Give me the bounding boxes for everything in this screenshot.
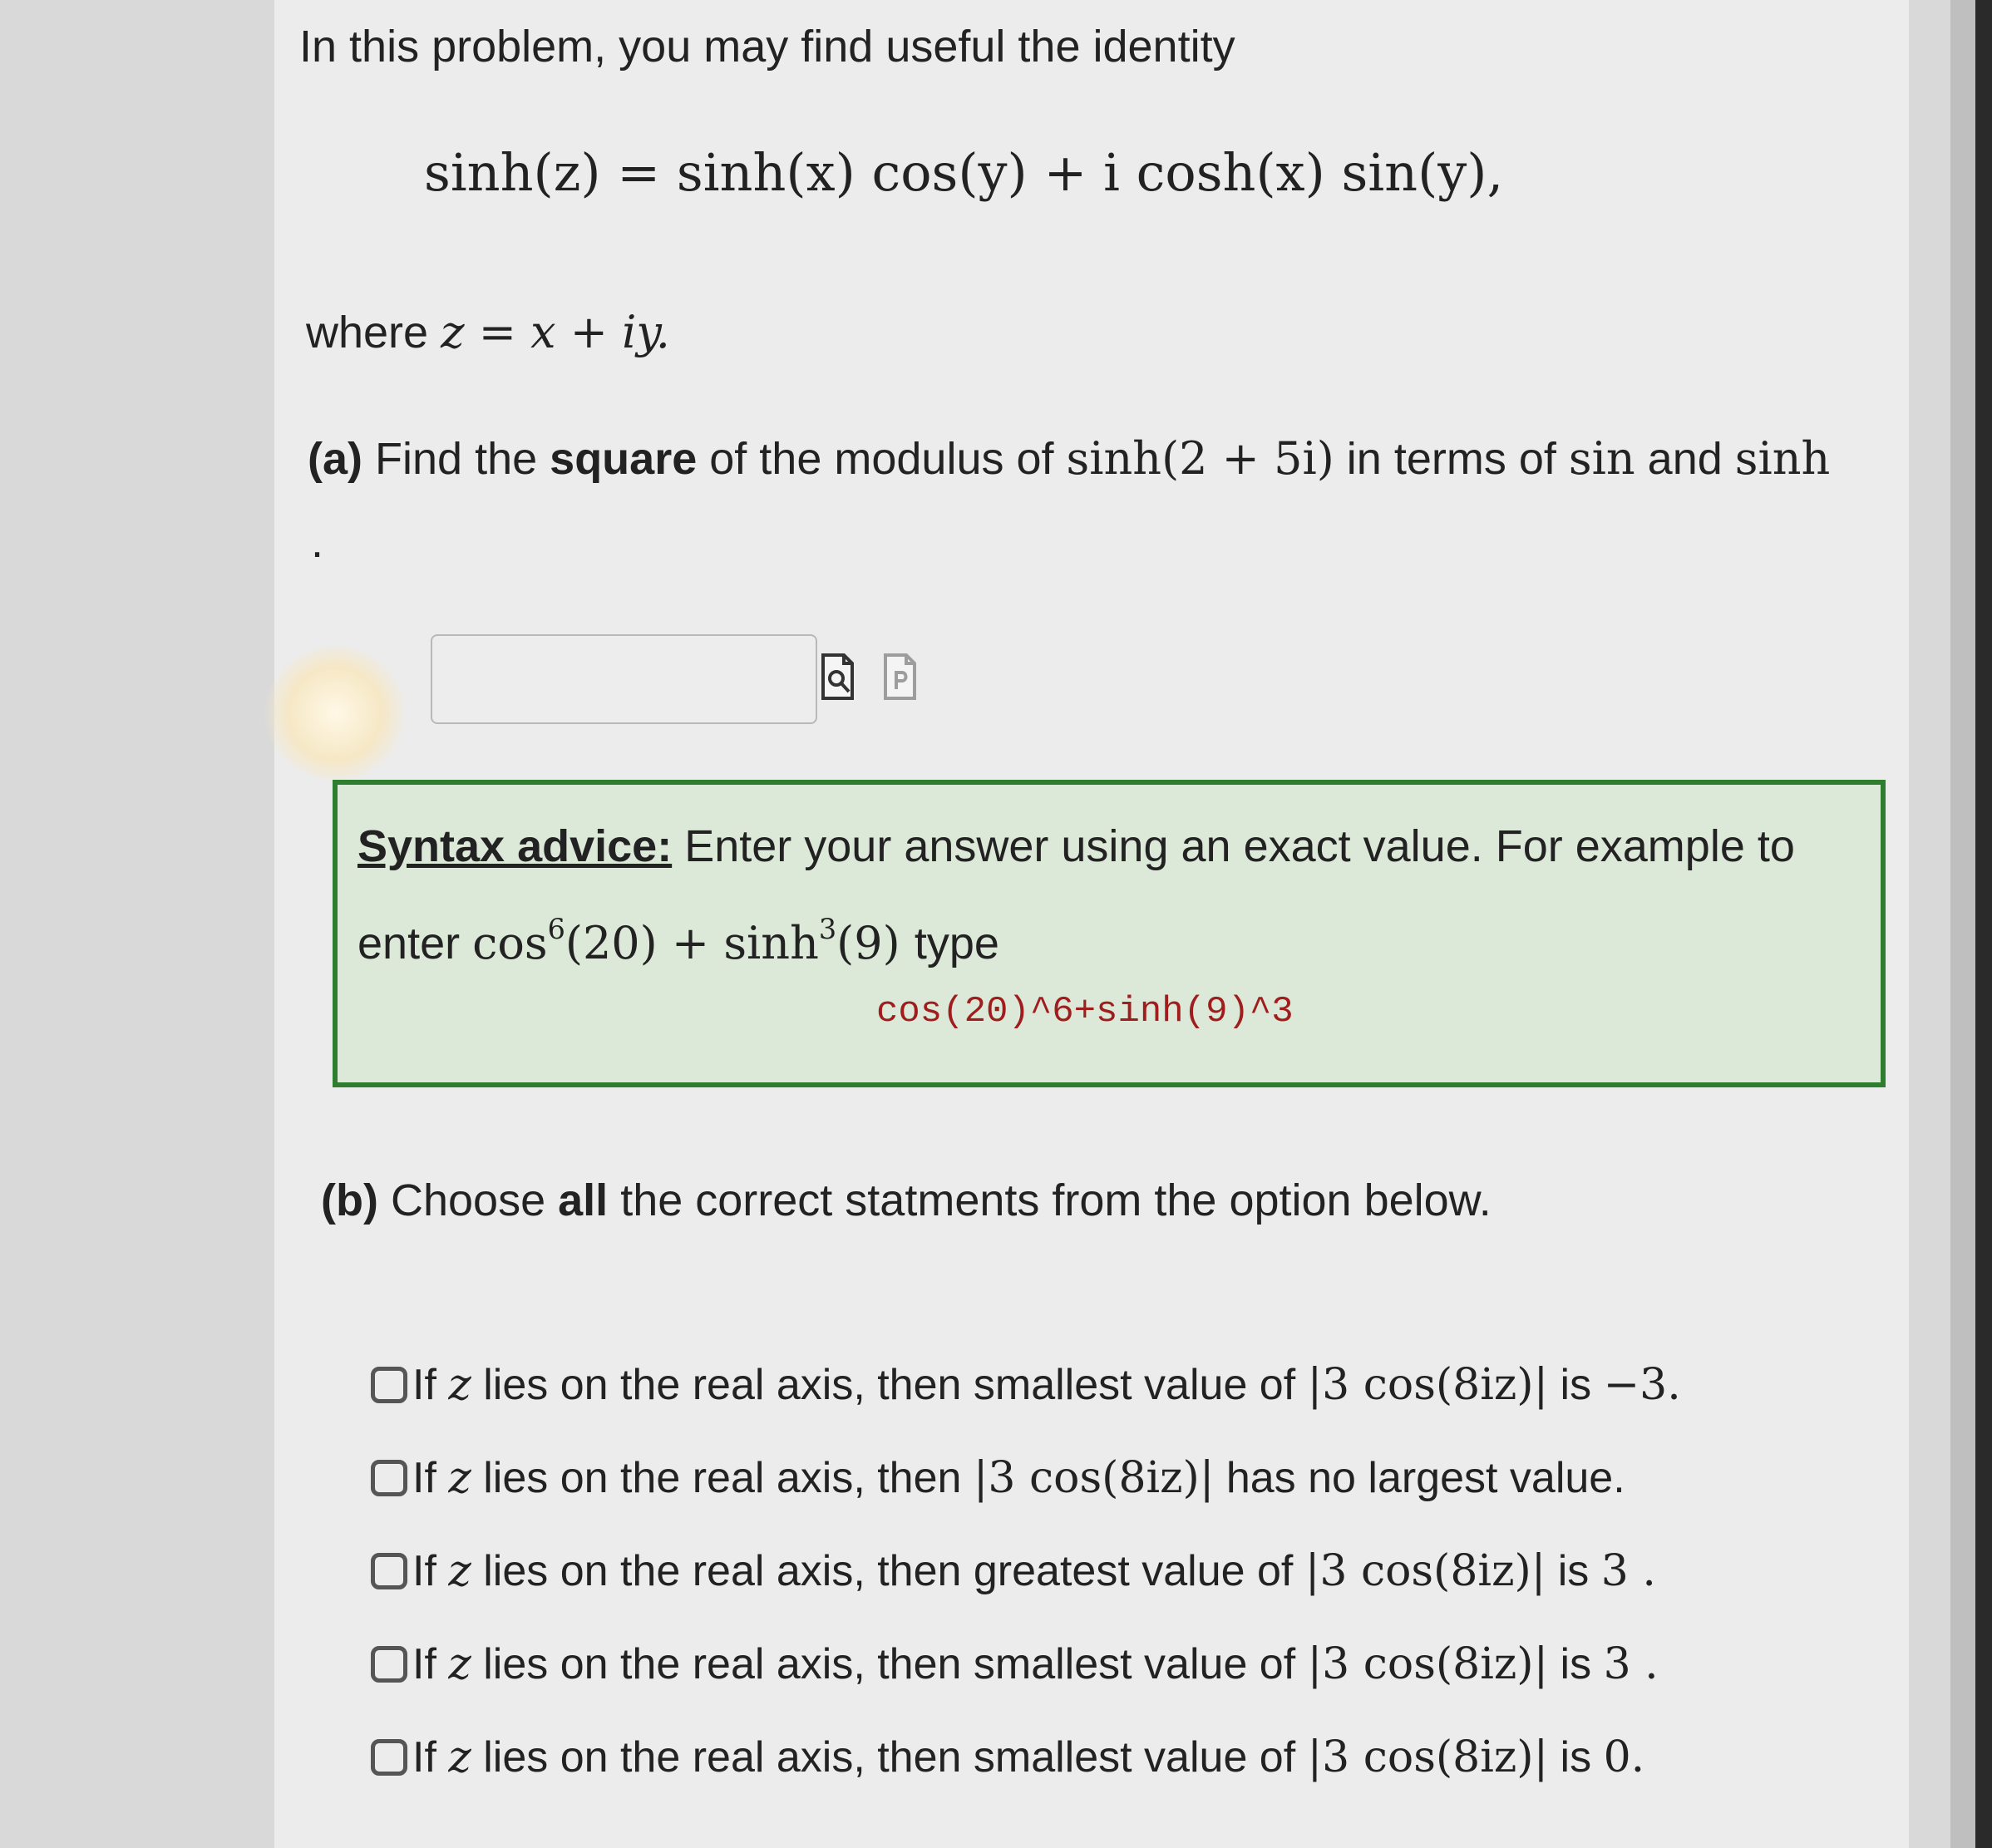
option-5[interactable] (371, 1726, 1644, 1792)
part-a-prompt (308, 432, 1830, 485)
syntax-plus: + (671, 917, 710, 970)
option-1-math: |3 cos(8iz)| (1307, 1360, 1549, 1410)
part-b-text-1: Choose (390, 1175, 546, 1225)
syntax-sinh-exponent: 3 (818, 913, 837, 945)
option-1-text: lies on the real axis, then smallest value of (483, 1361, 1296, 1409)
syntax-cos-exponent: 6 (547, 913, 565, 945)
option-3-text: lies on the real axis, then greatest value of (483, 1547, 1294, 1595)
option-4-math: |3 cos(8iz)| (1307, 1639, 1549, 1689)
option-2-math: |3 cos(8iz)| (973, 1453, 1215, 1503)
option-2-text: lies on the real axis, then (483, 1454, 962, 1502)
part-a-term-2: sinh (1734, 432, 1831, 485)
part-b-bold-text: all (558, 1175, 609, 1225)
option-4-value: 3 . (1603, 1639, 1659, 1689)
option-1-value: −3. (1603, 1360, 1681, 1410)
answer-input[interactable] (431, 634, 817, 724)
syntax-sinh-argument: (9) (836, 917, 900, 970)
help-icon[interactable] (881, 653, 918, 701)
syntax-line-1 (357, 820, 1795, 873)
syntax-instruction: Enter your answer using an exact value. For example to (684, 821, 1795, 871)
option-4-checkbox[interactable] (371, 1646, 407, 1683)
part-a-math: sinh(2 + 5i) (1066, 432, 1334, 485)
option-3-prefix: If (412, 1547, 436, 1595)
option-3-variable: z (448, 1546, 471, 1596)
syntax-enter-text: enter (357, 919, 461, 969)
screen-bezel (1975, 0, 1992, 1848)
syntax-code-example: cos(20)^6+sinh(9)^3 (876, 991, 1294, 1032)
option-5-checkbox[interactable] (371, 1739, 407, 1776)
option-4-variable: z (448, 1639, 471, 1689)
syntax-cos-argument: (20) (565, 917, 658, 970)
part-a-text-1: Find the (375, 434, 538, 484)
option-4-suffix: is (1560, 1640, 1592, 1688)
part-a-text-3: in terms of (1346, 434, 1556, 484)
option-5-variable: z (448, 1732, 471, 1782)
option-5-value: 0. (1603, 1732, 1645, 1782)
option-2-prefix: If (412, 1454, 436, 1502)
option-4-prefix: If (412, 1640, 436, 1688)
option-2[interactable] (371, 1446, 1625, 1513)
option-3-checkbox[interactable] (371, 1553, 407, 1589)
option-5-text: lies on the real axis, then smallest value of (483, 1733, 1296, 1781)
option-2-variable: z (448, 1453, 471, 1503)
option-1-variable: z (448, 1360, 471, 1410)
screen-glare (264, 647, 406, 780)
preview-icon[interactable] (819, 653, 855, 701)
part-b-label: (b) (321, 1175, 378, 1225)
option-5-suffix: is (1560, 1733, 1592, 1781)
option-4[interactable] (371, 1633, 1659, 1699)
part-b-prompt (321, 1174, 1492, 1227)
syntax-cos: cos (472, 917, 548, 970)
option-1-prefix: If (412, 1361, 436, 1409)
part-b-text-2: the correct statments from the option below. (620, 1175, 1492, 1225)
option-4-text: lies on the real axis, then smallest value of (483, 1640, 1296, 1688)
option-5-math: |3 cos(8iz)| (1307, 1732, 1549, 1782)
option-3-math: |3 cos(8iz)| (1304, 1546, 1546, 1596)
part-a-label: (a) (308, 434, 362, 484)
option-5-prefix: If (412, 1733, 436, 1781)
option-3[interactable] (371, 1540, 1656, 1606)
part-a-bold-text: square (550, 434, 698, 484)
where-text: where (306, 308, 429, 357)
syntax-sinh: sinh (723, 917, 819, 970)
option-3-value: 3 . (1600, 1546, 1656, 1596)
option-1-checkbox[interactable] (371, 1367, 407, 1403)
part-a-term-1: sin (1568, 432, 1635, 485)
option-2-suffix: has no largest value. (1225, 1454, 1625, 1502)
syntax-example-math (472, 913, 915, 970)
syntax-title: Syntax advice: (357, 821, 673, 871)
option-1-suffix: is (1560, 1361, 1592, 1409)
part-a-period: . (311, 517, 324, 567)
part-a-and-text: and (1647, 434, 1723, 484)
syntax-advice-box (333, 780, 1886, 1087)
identity-formula: sinh(z) = sinh(x) cos(y) + i cosh(x) sin(y), (424, 142, 1504, 203)
syntax-type-text: type (914, 919, 999, 969)
part-a-text-2: of the modulus of (709, 434, 1054, 484)
intro-text: In this problem, you may find useful the identity (299, 22, 1235, 71)
where-line (306, 306, 670, 359)
option-1[interactable] (371, 1353, 1681, 1420)
syntax-line-2 (357, 898, 999, 975)
where-math: z = x + iy. (441, 306, 670, 358)
option-3-suffix: is (1557, 1547, 1590, 1595)
option-2-checkbox[interactable] (371, 1460, 407, 1496)
